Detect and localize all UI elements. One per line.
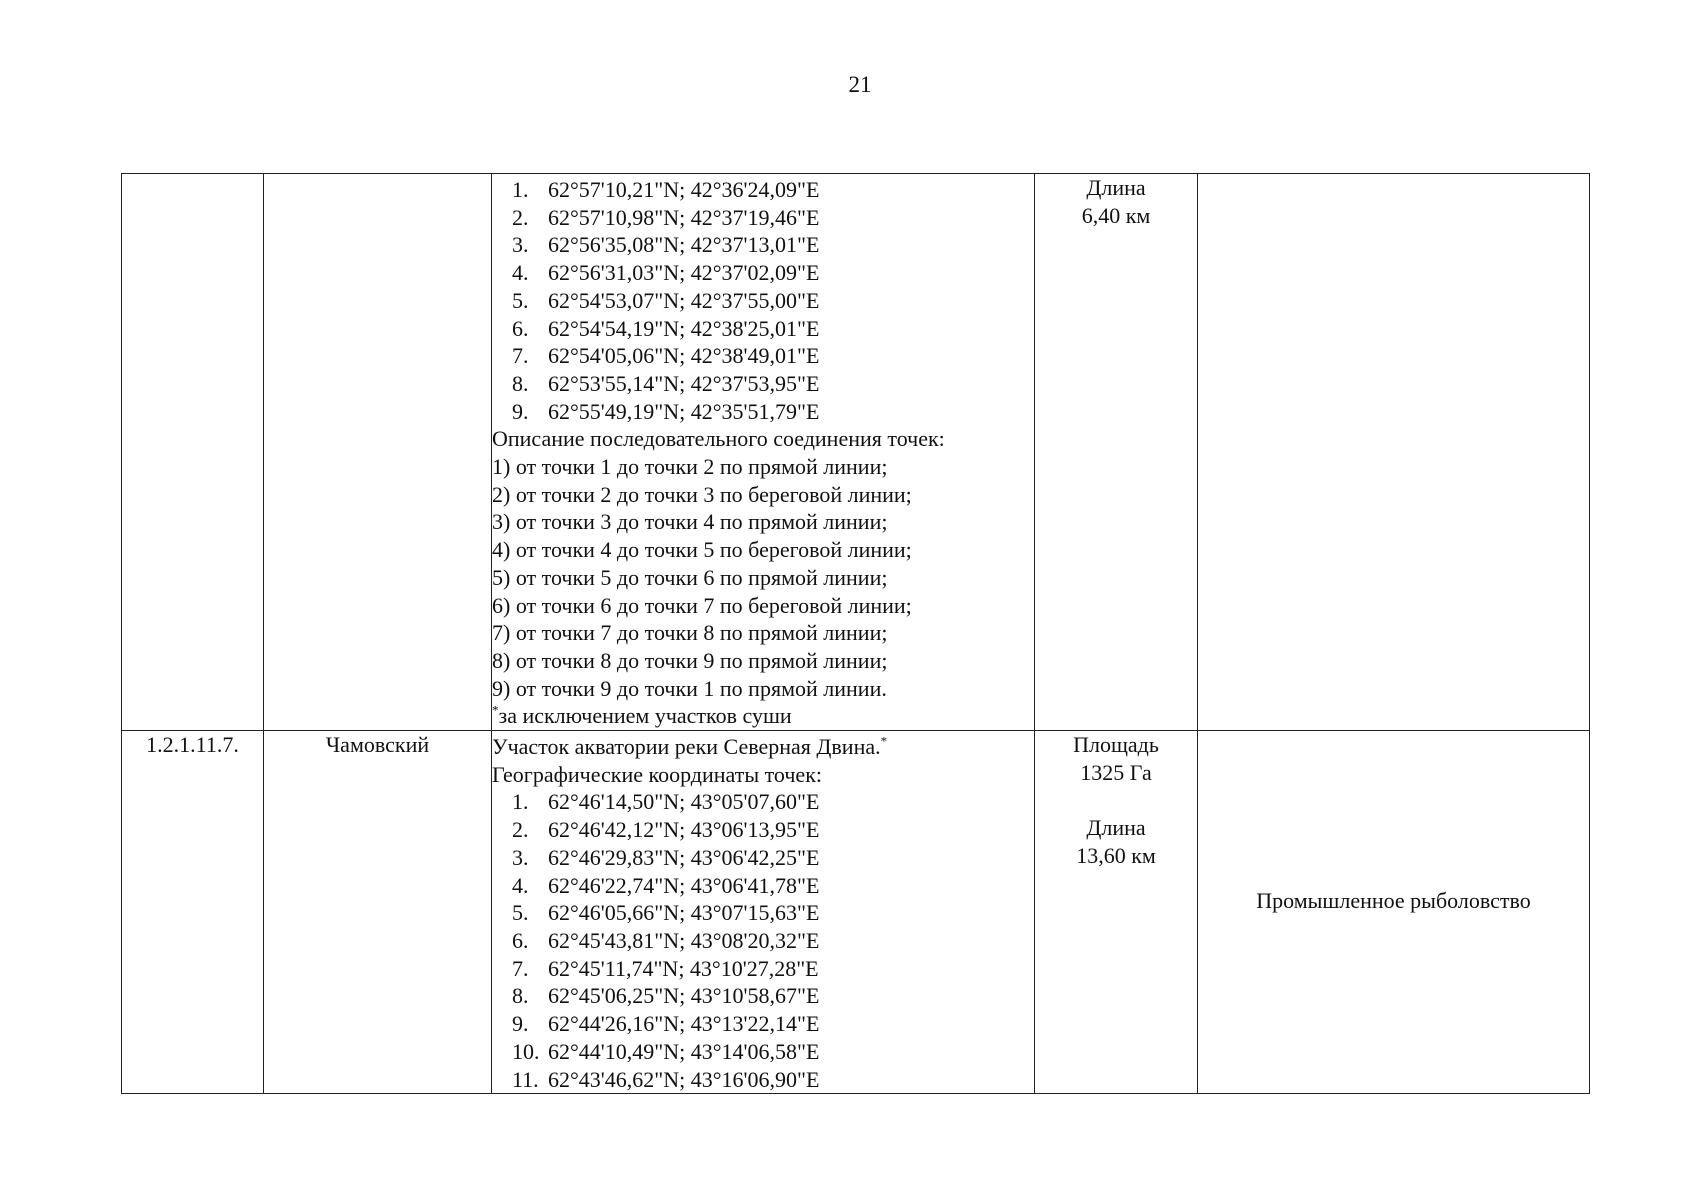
coordinate-index: 3.: [512, 232, 529, 258]
area-name-cell: [264, 174, 492, 731]
coordinate-index: 2.: [512, 817, 529, 843]
coordinate-index: 7.: [512, 343, 529, 369]
area-measure-cell: [1035, 174, 1198, 731]
coordinate-text: 62°45'11,74"N; 43°10'27,28"E: [548, 955, 819, 981]
coordinate-item: [492, 370, 1034, 398]
coordinate-text: 62°45'06,25"N; 43°10'58,67"E: [548, 983, 820, 1009]
coordinate-index: 1.: [512, 789, 529, 815]
coordinate-index: 6.: [512, 927, 529, 953]
connection-title: Описание последовательного соединения точек:: [492, 426, 945, 452]
coordinate-index: 3.: [512, 844, 529, 870]
coordinate-index: 5.: [512, 900, 529, 926]
coordinate-text: 62°44'10,49"N; 43°14'06,58"E: [548, 1038, 820, 1064]
coordinate-item: [492, 342, 1034, 370]
footnote: [492, 702, 1034, 730]
coordinate-text: 62°53'55,14"N; 42°37'53,95"E: [548, 370, 820, 396]
coordinate-index: 1.: [512, 177, 529, 202]
coordinate-item: [492, 982, 1034, 1010]
coordinate-text: 62°56'35,08"N; 42°37'13,01"E: [548, 232, 820, 258]
coordinate-item: [492, 1038, 1034, 1066]
coordinate-text: 62°46'05,66"N; 43°07'15,63"E: [548, 900, 820, 926]
coordinate-text: 62°57'10,21"N; 42°36'24,09"E: [548, 177, 820, 202]
coordinate-text: 62°43'46,62"N; 43°16'06,90"E: [548, 1066, 820, 1092]
fishing-areas-table: [121, 173, 1590, 1094]
area-name-cell: Чамовский: [264, 731, 492, 1094]
coordinate-item: [492, 398, 1034, 426]
connection-item: 5) от точки 5 до точки 6 по прямой линии;: [492, 564, 888, 590]
length-value: 13,60 км: [1076, 842, 1156, 868]
coordinate-item: [492, 844, 1034, 872]
description-line: [492, 733, 1034, 761]
coordinate-text: 62°44'26,16"N; 43°13'22,14"E: [548, 1011, 820, 1037]
coordinate-text: 62°46'42,12"N; 43°06'13,95"E: [548, 817, 820, 843]
connection-item: 9) от точки 9 до точки 1 по прямой линии.: [492, 675, 887, 701]
area-description-cell: [492, 174, 1035, 731]
area-value: 1325 Га: [1080, 759, 1152, 785]
coordinate-item: [492, 176, 1034, 204]
coordinate-item: [492, 872, 1034, 900]
coordinate-item: [492, 955, 1034, 983]
coordinate-item: [492, 204, 1034, 232]
coords-title: Географические координаты точек:: [492, 761, 822, 787]
area-label: Площадь: [1073, 732, 1159, 758]
coordinate-text: 62°57'10,98"N; 42°37'19,46"E: [548, 204, 820, 230]
connection-item: 7) от точки 7 до точки 8 по прямой линии;: [492, 620, 888, 646]
coordinate-text: 62°56'31,03"N; 42°37'02,09"E: [548, 260, 820, 286]
coordinate-item: [492, 816, 1034, 844]
length-value: 6,40 км: [1081, 202, 1151, 228]
coordinate-index: 4.: [512, 872, 529, 898]
coordinate-index: 8.: [512, 370, 529, 396]
footnote-mark: *: [492, 703, 499, 719]
connection-item: 3) от точки 3 до точки 4 по прямой линии;: [492, 509, 888, 535]
coordinate-text: 62°54'05,06"N; 42°38'49,01"E: [548, 343, 820, 369]
coordinate-index: 2.: [512, 204, 529, 230]
coordinates-list: [492, 176, 1034, 425]
page-number: 21: [848, 72, 872, 97]
coordinate-index: 6.: [512, 315, 529, 341]
area-number-cell: [122, 174, 264, 731]
coordinate-item: [492, 259, 1034, 287]
coordinate-item: [492, 788, 1034, 816]
coordinate-index: 10.: [512, 1038, 540, 1064]
coordinates-list: [492, 788, 1034, 1093]
coordinate-item: [492, 315, 1034, 343]
coordinate-item: [492, 899, 1034, 927]
coordinate-text: 62°46'22,74"N; 43°06'41,78"E: [548, 872, 820, 898]
connections-list: [492, 453, 1034, 702]
connection-item: 8) от точки 8 до точки 9 по прямой линии;: [492, 647, 888, 673]
coordinate-index: 4.: [512, 260, 529, 286]
coordinate-text: 62°54'54,19"N; 42°38'25,01"E: [548, 315, 820, 341]
coordinate-index: 9.: [512, 398, 529, 424]
length-label: Длина: [1086, 815, 1146, 841]
coordinate-item: [492, 287, 1034, 315]
coordinate-item: [492, 927, 1034, 955]
coordinate-text: 62°45'43,81"N; 43°08'20,32"E: [548, 927, 820, 953]
footnote-text: за исключением участков суши: [498, 703, 792, 729]
connection-item: 6) от точки 6 до точки 7 по береговой линии;: [492, 592, 912, 618]
coordinate-text: 62°54'53,07"N; 42°37'55,00"E: [548, 287, 820, 313]
table-row: [122, 174, 1590, 731]
length-label: Длина: [1086, 175, 1146, 200]
purpose-text: Промышленное рыболовство: [1256, 888, 1531, 914]
description-mark: *: [880, 733, 888, 749]
coordinate-item: [492, 231, 1034, 259]
table-row: [122, 731, 1590, 1094]
area-purpose-cell: [1198, 174, 1590, 731]
area-purpose-cell: [1198, 731, 1590, 1094]
connection-item: 2) от точки 2 до точки 3 по береговой линии;: [492, 481, 912, 507]
area-number-cell: 1.2.1.11.7.: [122, 731, 264, 1094]
coordinate-index: 5.: [512, 287, 529, 313]
coordinate-index: 7.: [512, 955, 529, 981]
coordinate-index: 8.: [512, 983, 529, 1009]
coordinate-index: 9.: [512, 1011, 529, 1037]
coordinate-text: 62°46'14,50"N; 43°05'07,60"E: [548, 789, 820, 815]
area-measure-cell: [1035, 731, 1198, 1094]
spacer: [1035, 786, 1197, 814]
connection-item: 1) от точки 1 до точки 2 по прямой линии;: [492, 454, 888, 480]
coordinate-index: 11.: [512, 1066, 539, 1092]
description-text: Участок акватории реки Северная Двина.: [492, 734, 881, 760]
area-description-cell: [492, 731, 1035, 1094]
coordinate-item: [492, 1066, 1034, 1094]
coordinate-text: 62°46'29,83"N; 43°06'42,25"E: [548, 844, 820, 870]
coordinate-text: 62°55'49,19"N; 42°35'51,79"E: [548, 398, 820, 424]
connection-item: 4) от точки 4 до точки 5 по береговой линии;: [492, 537, 912, 563]
coordinate-item: [492, 1010, 1034, 1038]
